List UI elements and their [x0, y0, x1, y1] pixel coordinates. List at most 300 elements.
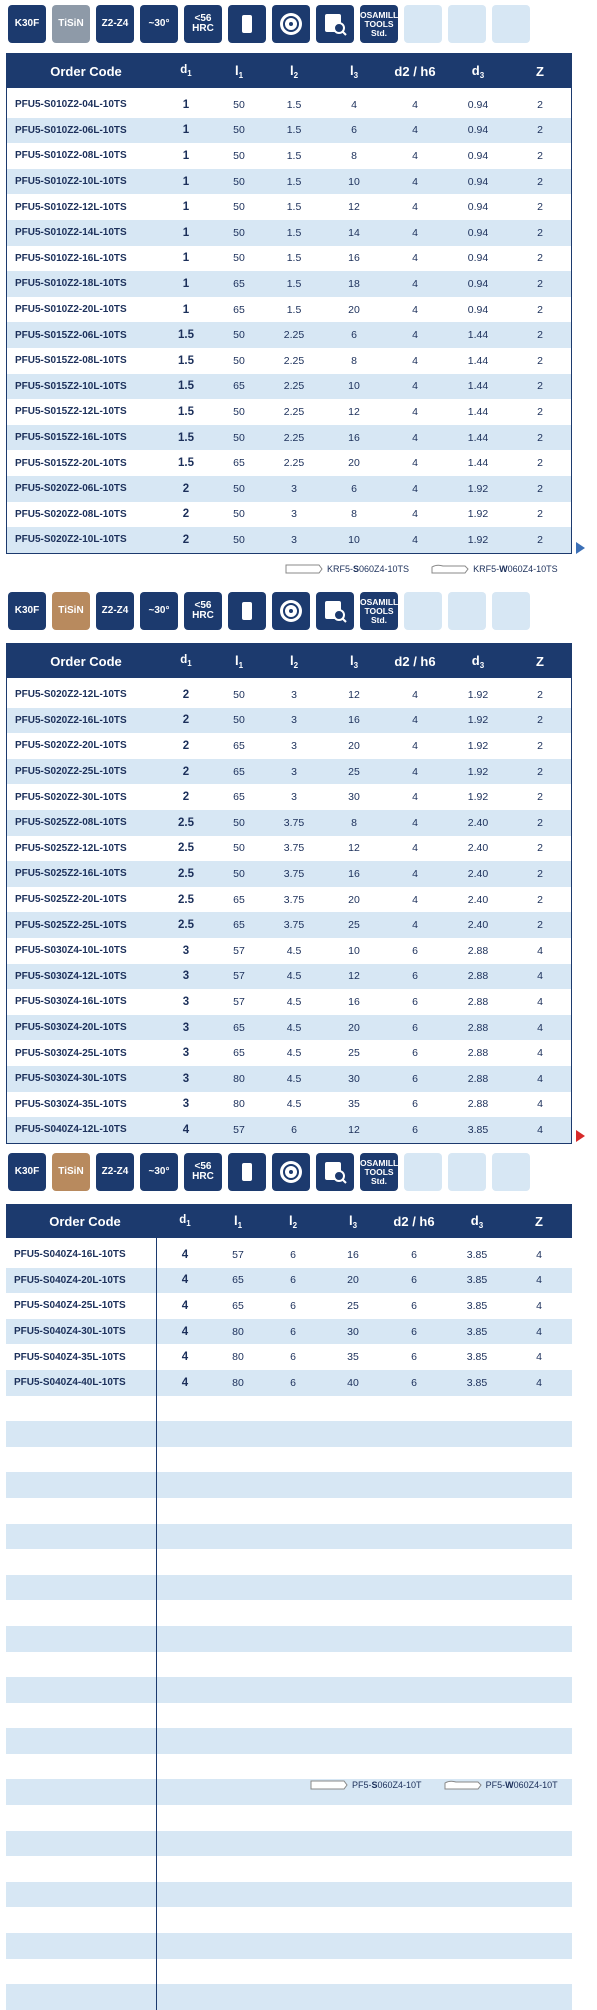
value-cell: 1.92	[467, 533, 489, 546]
value-cell: 2	[537, 714, 543, 727]
value-cell: 2.25	[283, 329, 305, 342]
value-cell: 20	[348, 303, 360, 316]
value-cell: 2	[182, 765, 190, 778]
spec-badges	[8, 5, 530, 43]
value-cell: 57	[233, 995, 245, 1008]
empty-row	[6, 1447, 572, 1473]
order-code-cell: PFU5-S040Z4-20L-10TS	[14, 1274, 126, 1286]
blank-badge	[404, 5, 442, 43]
table-row	[7, 784, 571, 810]
table-row	[7, 143, 571, 169]
value-cell: 0.94	[467, 175, 489, 188]
empty-row	[6, 1549, 572, 1575]
value-cell: 4.5	[286, 1021, 302, 1034]
value-cell: 2.88	[467, 1072, 489, 1085]
header-z: Z	[535, 1213, 543, 1229]
value-cell: 3.85	[467, 1123, 489, 1136]
value-cell: 16	[348, 995, 360, 1008]
order-code-cell: PFU5-S020Z2-30L-10TS	[15, 791, 127, 803]
value-cell: 4	[351, 98, 357, 111]
value-cell: 30	[348, 791, 360, 804]
value-cell: 30	[348, 1072, 360, 1085]
order-code-cell: PFU5-S025Z2-12L-10TS	[15, 842, 127, 854]
table-row	[7, 271, 571, 297]
order-code-cell: PFU5-S020Z2-12L-10TS	[15, 689, 127, 701]
value-cell: 1.5	[286, 98, 302, 111]
value-cell: 3.75	[283, 919, 305, 932]
hardness-badge: <56 HRC	[184, 5, 222, 43]
insert-shape-icon	[285, 563, 323, 575]
value-cell: 4	[537, 970, 543, 983]
value-cell: 80	[232, 1376, 244, 1389]
value-cell: 4	[412, 919, 418, 932]
value-cell: 2	[182, 714, 190, 727]
value-cell: 1.92	[467, 508, 489, 521]
order-code-cell: PFU5-S030Z4-20L-10TS	[15, 1022, 127, 1034]
value-cell: 1.5	[286, 226, 302, 239]
value-cell: 25	[347, 1299, 359, 1312]
empty-row	[6, 1421, 572, 1447]
value-cell: 10	[348, 944, 360, 957]
table-row	[7, 938, 571, 964]
value-cell: 20	[348, 739, 360, 752]
table-row	[7, 92, 571, 118]
value-cell: 4	[181, 1299, 189, 1312]
table-row	[7, 1015, 571, 1041]
header-d2: d2 / h6	[394, 63, 436, 79]
header-order-code: Order Code	[50, 63, 122, 79]
value-cell: 4	[412, 816, 418, 829]
value-cell: 0.94	[467, 277, 489, 290]
value-cell: 2	[537, 149, 543, 162]
table-row	[7, 246, 571, 272]
value-cell: 35	[348, 1098, 360, 1111]
empty-row	[6, 1856, 572, 1882]
value-cell: 6	[411, 1376, 417, 1389]
value-cell: 1.5	[286, 277, 302, 290]
value-cell: 50	[233, 329, 245, 342]
value-cell: 2	[537, 816, 543, 829]
value-cell: 3.75	[283, 842, 305, 855]
value-cell: 3.85	[466, 1248, 488, 1261]
standard-badge: OSAMILL TOOLS Std.	[360, 5, 398, 43]
order-code-cell: PFU5-S015Z2-10L-10TS	[15, 380, 127, 392]
value-cell: 1.92	[467, 791, 489, 804]
blank-badge	[448, 592, 486, 630]
value-cell: 2	[537, 277, 543, 290]
order-code-cell: PFU5-S010Z2-18L-10TS	[15, 278, 127, 290]
value-cell: 2	[537, 765, 543, 778]
empty-row	[6, 1524, 572, 1550]
section-1	[0, 0, 597, 590]
empty-row	[6, 1396, 572, 1422]
table-row	[7, 118, 571, 144]
value-cell: 1	[182, 124, 190, 137]
helix-angle-badge: ~30°	[140, 592, 178, 630]
value-cell: 4	[536, 1325, 542, 1338]
value-cell: 2	[182, 533, 190, 546]
value-cell: 2.5	[178, 842, 194, 855]
helix-angle-badge: ~30°	[140, 1153, 178, 1191]
value-cell: 50	[233, 405, 245, 418]
value-cell: 65	[233, 1021, 245, 1034]
value-cell: 0.94	[467, 124, 489, 137]
value-cell: 4	[412, 201, 418, 214]
value-cell: 2	[537, 405, 543, 418]
table-row	[7, 733, 571, 759]
value-cell: 20	[347, 1274, 359, 1287]
value-cell: 25	[348, 1047, 360, 1060]
order-code-cell: PFU5-S010Z2-16L-10TS	[15, 252, 127, 264]
order-code-cell: PFU5-S030Z4-35L-10TS	[15, 1098, 127, 1110]
order-code-cell: PFU5-S015Z2-16L-10TS	[15, 432, 127, 444]
empty-row	[6, 1498, 572, 1524]
coating-badge: TiSiN	[52, 5, 90, 43]
value-cell: 3	[291, 508, 297, 521]
value-cell: 3	[182, 944, 190, 957]
blank-badge	[492, 5, 530, 43]
value-cell: 2.88	[467, 995, 489, 1008]
value-cell: 4	[536, 1248, 542, 1261]
order-code-cell: PFU5-S010Z2-14L-10TS	[15, 227, 127, 239]
header-d3: $d_3$	[471, 652, 485, 670]
table-row	[7, 297, 571, 323]
value-cell: 1	[182, 277, 190, 290]
table-row	[7, 374, 571, 400]
value-cell: 4	[181, 1325, 189, 1338]
value-cell: 4	[412, 457, 418, 470]
coating-badge: TiSiN	[52, 1153, 90, 1191]
order-code-cell: PFU5-S020Z2-25L-10TS	[15, 766, 127, 778]
header-l1: $l_1$	[234, 652, 244, 670]
blank-badge	[404, 592, 442, 630]
order-code-cell: PFU5-S040Z4-25L-10TS	[14, 1300, 126, 1312]
value-cell: 18	[348, 277, 360, 290]
value-cell: 50	[233, 533, 245, 546]
header-order-code: Order Code	[49, 1213, 121, 1229]
value-cell: 8	[351, 149, 357, 162]
table-row	[6, 1344, 572, 1370]
value-cell: 65	[232, 1299, 244, 1312]
spec-badges	[8, 1153, 530, 1191]
table-row	[6, 1319, 572, 1345]
value-cell: 4.5	[286, 995, 302, 1008]
section-3	[0, 1148, 597, 1805]
value-cell: 6	[411, 1248, 417, 1261]
order-code-cell: PFU5-S040Z4-35L-10TS	[14, 1351, 126, 1363]
order-code-cell: PFU5-S020Z2-08L-10TS	[15, 508, 127, 520]
value-cell: 6	[412, 1021, 418, 1034]
value-cell: 2	[537, 893, 543, 906]
value-cell: 50	[233, 714, 245, 727]
value-cell: 4	[536, 1376, 542, 1389]
order-code-cell: PFU5-S030Z4-30L-10TS	[15, 1073, 127, 1085]
value-cell: 57	[232, 1248, 244, 1261]
value-cell: 65	[233, 893, 245, 906]
order-code-cell: PFU5-S010Z2-06L-10TS	[15, 124, 127, 136]
value-cell: 65	[233, 1047, 245, 1060]
inspection-icon	[316, 592, 354, 630]
header-z: Z	[536, 653, 544, 669]
empty-row	[6, 1472, 572, 1498]
value-cell: 2.88	[467, 970, 489, 983]
value-cell: 4	[412, 867, 418, 880]
value-cell: 1.92	[467, 714, 489, 727]
value-cell: 2.40	[467, 842, 489, 855]
value-cell: 12	[348, 688, 360, 701]
insert-w: PF5- W 060Z4-10T	[444, 1779, 558, 1791]
value-cell: 50	[233, 482, 245, 495]
value-cell: 2	[537, 919, 543, 932]
value-cell: 4	[412, 354, 418, 367]
value-cell: 14	[348, 226, 360, 239]
header-d3: $d_3$	[470, 1212, 484, 1230]
value-cell: 4	[412, 765, 418, 778]
table-row	[7, 887, 571, 913]
value-cell: 2	[537, 124, 543, 137]
value-cell: 4	[412, 329, 418, 342]
header-z: Z	[536, 63, 544, 79]
order-code-cell: PFU5-S015Z2-12L-10TS	[15, 406, 127, 418]
order-code-cell: PFU5-S010Z2-20L-10TS	[15, 304, 127, 316]
value-cell: 0.94	[467, 303, 489, 316]
order-code-cell: PFU5-S040Z4-16L-10TS	[14, 1249, 126, 1261]
standard-badge: OSAMILL TOOLS Std.	[360, 592, 398, 630]
header-order-code: Order Code	[50, 653, 122, 669]
header-l3: $l_3$	[349, 652, 359, 670]
value-cell: 25	[348, 919, 360, 932]
value-cell: 65	[233, 765, 245, 778]
empty-row	[6, 1600, 572, 1626]
value-cell: 4	[412, 226, 418, 239]
insert-shape-icon	[310, 1779, 348, 1791]
next-page-arrow[interactable]	[576, 1130, 585, 1142]
header-l1: $l_1$	[233, 1212, 243, 1230]
header-d1: $d_1$	[180, 64, 192, 78]
value-cell: 2.88	[467, 1047, 489, 1060]
order-code-cell: PFU5-S025Z2-20L-10TS	[15, 894, 127, 906]
value-cell: 2	[537, 431, 543, 444]
value-cell: 16	[348, 714, 360, 727]
empty-row	[6, 1805, 572, 1831]
value-cell: 4	[181, 1376, 189, 1389]
coolant-icon	[272, 592, 310, 630]
value-cell: 2.5	[178, 867, 194, 880]
value-cell: 1.44	[467, 354, 489, 367]
order-code-cell: PFU5-S040Z4-12L-10TS	[15, 1124, 127, 1136]
value-cell: 0.94	[467, 226, 489, 239]
value-cell: 6	[411, 1325, 417, 1338]
value-cell: 20	[348, 1021, 360, 1034]
value-cell: 16	[348, 867, 360, 880]
order-code-cell: PFU5-S030Z4-16L-10TS	[15, 996, 127, 1008]
value-cell: 2	[537, 457, 543, 470]
table-row	[7, 1092, 571, 1118]
grade-badge: K30F	[8, 5, 46, 43]
value-cell: 80	[233, 1072, 245, 1085]
value-cell: 1	[182, 226, 190, 239]
table-row	[7, 502, 571, 528]
value-cell: 65	[233, 791, 245, 804]
value-cell: 2.5	[178, 893, 194, 906]
value-cell: 2.5	[178, 816, 194, 829]
value-cell: 30	[347, 1325, 359, 1338]
value-cell: 4	[412, 124, 418, 137]
value-cell: 4	[181, 1351, 189, 1364]
cutter-shape-icon	[228, 5, 266, 43]
order-code-cell: PFU5-S025Z2-08L-10TS	[15, 817, 127, 829]
value-cell: 2	[182, 739, 190, 752]
empty-row	[6, 1882, 572, 1908]
value-cell: 3.85	[466, 1351, 488, 1364]
order-code-cell: PFU5-S015Z2-08L-10TS	[15, 355, 127, 367]
value-cell: 16	[347, 1248, 359, 1261]
value-cell: 10	[348, 175, 360, 188]
value-cell: 50	[233, 98, 245, 111]
header-l3: $l_3$	[348, 1212, 358, 1230]
value-cell: 1	[182, 149, 190, 162]
blank-badge	[404, 1153, 442, 1191]
value-cell: 1.5	[286, 201, 302, 214]
value-cell: 2	[537, 201, 543, 214]
empty-row	[6, 1677, 572, 1703]
value-cell: 4.5	[286, 1098, 302, 1111]
value-cell: 12	[348, 405, 360, 418]
table-header	[6, 1204, 572, 1238]
value-cell: 4	[412, 893, 418, 906]
value-cell: 2.40	[467, 867, 489, 880]
value-cell: 2	[537, 791, 543, 804]
table-header	[7, 54, 571, 88]
helix-angle-badge: ~30°	[140, 5, 178, 43]
value-cell: 4	[412, 508, 418, 521]
header-d1: $d_1$	[179, 1214, 191, 1228]
value-cell: 50	[233, 816, 245, 829]
table-row	[7, 989, 571, 1015]
empty-row	[6, 1959, 572, 1985]
value-cell: 2.25	[283, 405, 305, 418]
table-row	[6, 1370, 572, 1396]
table-header	[7, 644, 571, 678]
value-cell: 4	[412, 533, 418, 546]
grade-badge: K30F	[8, 592, 46, 630]
value-cell: 1.44	[467, 457, 489, 470]
value-cell: 2	[537, 303, 543, 316]
value-cell: 3.85	[466, 1274, 488, 1287]
value-cell: 6	[290, 1376, 296, 1389]
value-cell: 2	[182, 791, 190, 804]
value-cell: 6	[412, 1072, 418, 1085]
empty-row	[6, 1754, 572, 1780]
value-cell: 2	[537, 533, 543, 546]
value-cell: 4	[412, 842, 418, 855]
value-cell: 4	[412, 380, 418, 393]
order-code-cell: PFU5-S020Z2-10L-10TS	[15, 534, 127, 546]
value-cell: 4	[181, 1248, 189, 1261]
header-d1: $d_1$	[180, 654, 192, 668]
value-cell: 4	[412, 175, 418, 188]
value-cell: 3.85	[466, 1325, 488, 1338]
value-cell: 4.5	[286, 1047, 302, 1060]
value-cell: 6	[412, 1123, 418, 1136]
value-cell: 40	[347, 1376, 359, 1389]
header-l2: $l_2$	[288, 1212, 298, 1230]
value-cell: 4	[537, 1072, 543, 1085]
value-cell: 2	[537, 354, 543, 367]
next-page-arrow[interactable]	[576, 542, 585, 554]
value-cell: 4	[412, 405, 418, 418]
table-row	[7, 425, 571, 451]
value-cell: 0.94	[467, 252, 489, 265]
value-cell: 65	[233, 303, 245, 316]
empty-row	[6, 1703, 572, 1729]
empty-row	[6, 1626, 572, 1652]
order-code-cell: PFU5-S015Z2-06L-10TS	[15, 329, 127, 341]
table-row	[7, 348, 571, 374]
value-cell: 6	[290, 1325, 296, 1338]
value-cell: 0.94	[467, 98, 489, 111]
standard-badge: OSAMILL TOOLS Std.	[360, 1153, 398, 1191]
order-code-cell: PFU5-S040Z4-40L-10TS	[14, 1377, 126, 1389]
insert-w: KRF5- W 060Z4-10TS	[431, 563, 558, 575]
table-row	[7, 682, 571, 708]
value-cell: 50	[233, 201, 245, 214]
value-cell: 4	[537, 1021, 543, 1034]
order-table	[6, 53, 572, 554]
blank-badge	[492, 1153, 530, 1191]
value-cell: 80	[232, 1325, 244, 1338]
value-cell: 6	[351, 124, 357, 137]
value-cell: 50	[233, 252, 245, 265]
value-cell: 2	[537, 482, 543, 495]
section-2	[0, 587, 597, 1142]
insert-shape-icon	[431, 563, 469, 575]
value-cell: 2	[182, 688, 190, 701]
value-cell: 4	[536, 1351, 542, 1364]
value-cell: 4	[412, 714, 418, 727]
value-cell: 4	[537, 995, 543, 1008]
order-code-cell: PFU5-S010Z2-04L-10TS	[15, 99, 127, 111]
order-code-cell: PFU5-S030Z4-12L-10TS	[15, 970, 127, 982]
value-cell: 57	[233, 944, 245, 957]
value-cell: 1.5	[178, 431, 194, 444]
table-body	[6, 1238, 572, 2010]
table-row	[7, 220, 571, 246]
order-code-cell: PFU5-S040Z4-30L-10TS	[14, 1326, 126, 1338]
value-cell: 4	[181, 1274, 189, 1287]
blank-badge	[492, 592, 530, 630]
value-cell: 1.5	[286, 252, 302, 265]
value-cell: 57	[233, 970, 245, 983]
value-cell: 35	[347, 1351, 359, 1364]
order-code-cell: PFU5-S020Z2-16L-10TS	[15, 714, 127, 726]
value-cell: 50	[233, 688, 245, 701]
table-row	[7, 836, 571, 862]
header-l3: $l_3$	[349, 62, 359, 80]
value-cell: 4	[537, 1047, 543, 1060]
value-cell: 1.44	[467, 329, 489, 342]
value-cell: 50	[233, 842, 245, 855]
flutes-badge: Z2-Z4	[96, 5, 134, 43]
coolant-icon	[272, 1153, 310, 1191]
value-cell: 65	[233, 739, 245, 752]
empty-row	[6, 1831, 572, 1857]
table-row	[7, 964, 571, 990]
value-cell: 57	[233, 1123, 245, 1136]
header-d2: d2 / h6	[393, 1213, 435, 1229]
value-cell: 50	[233, 226, 245, 239]
value-cell: 1	[182, 175, 190, 188]
